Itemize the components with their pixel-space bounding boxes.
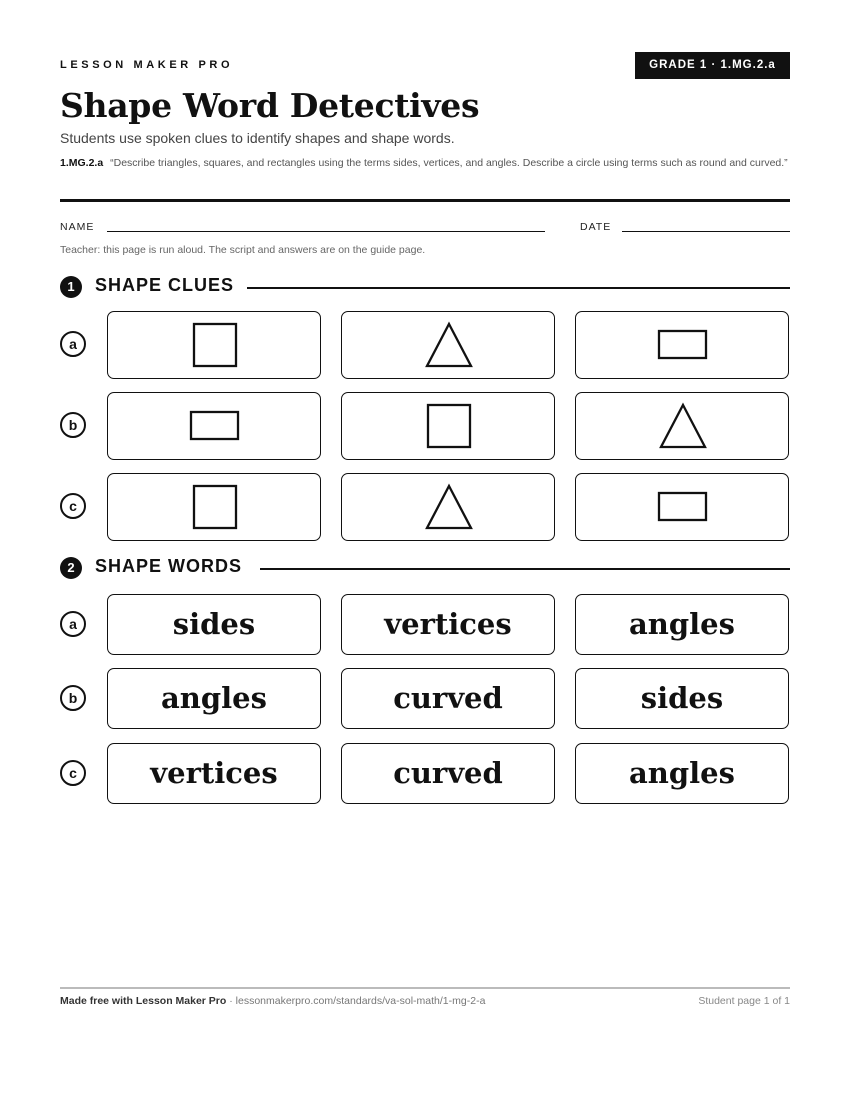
square-shape (194, 324, 236, 366)
date-field[interactable] (622, 231, 790, 232)
word-card[interactable]: vertices (107, 743, 321, 804)
header-bar (60, 52, 790, 80)
word-card[interactable]: angles (575, 594, 789, 655)
word-card[interactable]: sides (107, 594, 321, 655)
section-2-title: SHAPE WORDS (95, 556, 243, 576)
row-label: a (60, 611, 86, 637)
shape-card-triangle[interactable] (341, 473, 555, 541)
word-card[interactable]: vertices (341, 594, 555, 655)
triangle-shape (427, 486, 471, 528)
section-2-number: 2 (60, 557, 82, 579)
section-1-title: SHAPE CLUES (95, 275, 235, 295)
section-1-number: 1 (60, 276, 82, 298)
footer-page-number: Student page 1 of 1 (698, 995, 790, 1007)
rectangle-shape (659, 331, 706, 358)
section-1-heading (60, 275, 790, 299)
shape-card-triangle[interactable] (575, 392, 789, 460)
row-label: c (60, 493, 86, 519)
standard-description (60, 155, 790, 172)
teacher-note: Teacher: this page is run aloud. The script and answers are on the guide page. (60, 244, 426, 256)
standard-text: “Describe triangles, squares, and rectangles using the terms sides, vertices, and angles. Describe a circle using terms such as round and curved.” (110, 157, 788, 169)
row-label: a (60, 331, 86, 357)
word-card[interactable]: angles (575, 743, 789, 804)
row-label: b (60, 685, 86, 711)
shape-card-rectangle[interactable] (575, 473, 789, 541)
triangle-shape (661, 405, 705, 447)
worksheet-page (60, 0, 790, 1100)
rectangle-shape (659, 493, 706, 520)
standard-code: 1.MG.2.a (60, 157, 104, 169)
footer-divider (60, 987, 790, 989)
shape-card-rectangle[interactable] (107, 392, 321, 460)
date-label: DATE (580, 221, 612, 233)
section-2-heading (60, 556, 790, 580)
shape-card-square[interactable] (107, 473, 321, 541)
word-card[interactable]: sides (575, 668, 789, 729)
section-2-rule (260, 568, 790, 570)
shape-card-triangle[interactable] (341, 311, 555, 379)
name-label: NAME (60, 221, 95, 233)
shape-card-square[interactable] (107, 311, 321, 379)
rectangle-shape (191, 412, 238, 439)
name-date-row (60, 219, 790, 235)
header-divider (60, 199, 790, 202)
brand-name: LESSON MAKER PRO (60, 59, 234, 71)
page-title: Shape Word Detectives (60, 86, 480, 125)
word-card[interactable]: curved (341, 743, 555, 804)
shape-card-square[interactable] (341, 392, 555, 460)
triangle-shape (427, 324, 471, 366)
grade-badge: GRADE 1 · 1.MG.2.a (635, 52, 790, 79)
shape-card-rectangle[interactable] (575, 311, 789, 379)
footer-credit (60, 995, 485, 1007)
footer-url[interactable]: · lessonmakerpro.com/standards/va-sol-math/1-mg-2-a (226, 995, 486, 1007)
name-field[interactable] (107, 231, 545, 232)
row-label: b (60, 412, 86, 438)
footer-made-with: Made free with Lesson Maker Pro (60, 995, 227, 1007)
word-card[interactable]: curved (341, 668, 555, 729)
row-label: c (60, 760, 86, 786)
square-shape (194, 486, 236, 528)
page-subtitle: Students use spoken clues to identify shapes and shape words. (60, 130, 455, 146)
section-1-rule (247, 287, 790, 289)
word-card[interactable]: angles (107, 668, 321, 729)
square-shape (428, 405, 470, 447)
